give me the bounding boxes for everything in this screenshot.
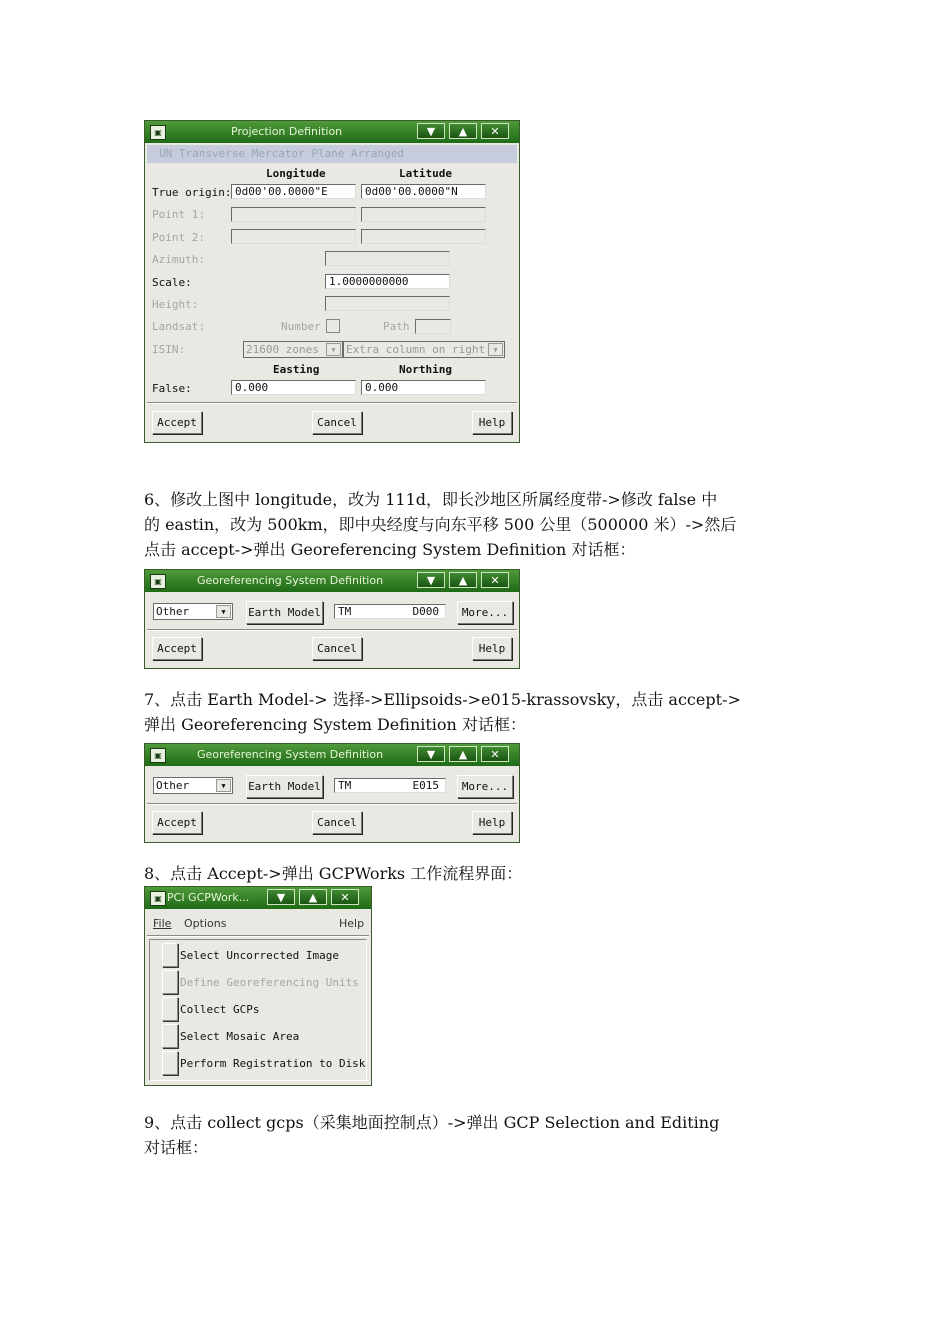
azimuth-field bbox=[325, 251, 450, 266]
ellipsoid-code: D000 bbox=[412, 605, 439, 618]
number-label: Number bbox=[281, 320, 321, 333]
close-icon[interactable]: ✕ bbox=[331, 889, 359, 905]
menu-options[interactable]: Options bbox=[184, 917, 227, 930]
select-mosaic-area-button[interactable] bbox=[162, 1024, 178, 1048]
projection-definition-window bbox=[144, 120, 520, 443]
system-select[interactable] bbox=[153, 777, 233, 794]
minimize-icon[interactable]: ▼ bbox=[267, 889, 295, 905]
help-button[interactable]: Help bbox=[472, 811, 512, 834]
easting-header: Easting bbox=[273, 363, 320, 376]
point2-label: Point 2: bbox=[152, 231, 205, 244]
collect-gcps-button[interactable] bbox=[162, 997, 178, 1021]
longitude-header: Longitude bbox=[266, 167, 326, 180]
chevron-down-icon: ▼ bbox=[326, 343, 341, 356]
close-icon[interactable]: ✕ bbox=[481, 746, 509, 762]
georeferencing-window-2 bbox=[144, 743, 520, 843]
system-select-value: Other bbox=[156, 605, 190, 618]
menu-divider bbox=[147, 935, 369, 937]
chevron-down-icon[interactable]: ▼ bbox=[216, 779, 231, 792]
isin-label: ISIN: bbox=[152, 343, 186, 356]
more-button[interactable]: More... bbox=[457, 775, 513, 798]
window-menu-icon[interactable]: ▣ bbox=[150, 748, 166, 763]
cancel-button[interactable]: Cancel bbox=[312, 637, 362, 660]
window-title: PCI GCPWork... bbox=[167, 891, 250, 904]
step-8-line: 8、点击 Accept->弹出 GCPWorks 工作流程界面： bbox=[144, 864, 523, 883]
step-label: Select Uncorrected Image bbox=[180, 949, 339, 962]
minimize-icon[interactable]: ▼ bbox=[417, 572, 445, 588]
window-menu-icon[interactable]: ▣ bbox=[150, 891, 166, 906]
step-7-line: 弹出 Georeferencing System Definition 对话框： bbox=[144, 715, 526, 734]
cancel-button[interactable]: Cancel bbox=[312, 811, 362, 834]
isin-column-select bbox=[343, 341, 505, 358]
false-northing-field[interactable]: 0.000 bbox=[361, 380, 486, 395]
point1-latitude-field bbox=[361, 207, 486, 222]
gcpworks-window bbox=[144, 886, 372, 1086]
point1-longitude-field bbox=[231, 207, 356, 222]
projection-subtitle-bar bbox=[147, 145, 517, 163]
menu-file[interactable]: File bbox=[153, 917, 172, 930]
georeferencing-window-1 bbox=[144, 569, 520, 669]
window-title: Projection Definition bbox=[231, 125, 343, 138]
step-6-line: 6、修改上图中 longitude，改为 111d，即长沙地区所属经度带->修改 false 中 bbox=[144, 490, 718, 509]
scale-label: Scale: bbox=[152, 276, 192, 289]
step-9-line: 对话框： bbox=[144, 1138, 209, 1157]
title-bar[interactable] bbox=[145, 887, 371, 909]
minimize-icon[interactable]: ▼ bbox=[417, 123, 445, 139]
title-bar[interactable] bbox=[145, 570, 519, 592]
earth-model-button[interactable]: Earth Model bbox=[246, 601, 323, 624]
georef-code-field[interactable] bbox=[334, 604, 446, 619]
path-field bbox=[415, 319, 451, 334]
close-icon[interactable]: ✕ bbox=[481, 572, 509, 588]
help-button[interactable]: Help bbox=[472, 637, 512, 660]
menu-help[interactable]: Help bbox=[339, 917, 365, 930]
window-menu-icon[interactable]: ▣ bbox=[150, 574, 166, 589]
point2-latitude-field bbox=[361, 229, 486, 244]
true-origin-longitude-field[interactable]: 0d00'00.0000"E bbox=[231, 184, 356, 199]
isin-zones-select bbox=[243, 341, 343, 358]
step-6-line: 点击 accept->弹出 Georeferencing System Definition 对话框： bbox=[144, 540, 636, 559]
select-uncorrected-image-button[interactable] bbox=[162, 943, 178, 967]
isin-zones-value: 21600 zones bbox=[246, 343, 319, 356]
system-select[interactable] bbox=[153, 603, 233, 620]
georef-code-field[interactable] bbox=[334, 778, 446, 793]
northing-header: Northing bbox=[399, 363, 452, 376]
false-easting-field[interactable]: 0.000 bbox=[231, 380, 356, 395]
maximize-icon[interactable]: ▲ bbox=[449, 746, 477, 762]
step-label: Collect GCPs bbox=[180, 1003, 260, 1016]
cancel-button[interactable]: Cancel bbox=[312, 411, 362, 434]
chevron-down-icon[interactable]: ▼ bbox=[216, 605, 231, 618]
number-checkbox bbox=[326, 319, 340, 333]
window-menu-icon[interactable]: ▣ bbox=[150, 125, 166, 140]
more-button[interactable]: More... bbox=[457, 601, 513, 624]
window-title: Georeferencing System Definition bbox=[197, 748, 384, 761]
false-label: False: bbox=[152, 382, 192, 395]
true-origin-label: True origin: bbox=[152, 186, 232, 199]
accept-button[interactable]: Accept bbox=[152, 637, 202, 660]
azimuth-label: Azimuth: bbox=[152, 253, 205, 266]
projection-subtitle: UN Transverse Mercator Plane Arranged bbox=[159, 147, 405, 160]
title-bar[interactable] bbox=[145, 121, 519, 143]
ellipsoid-code: E015 bbox=[412, 779, 439, 792]
path-label: Path bbox=[383, 320, 410, 333]
maximize-icon[interactable]: ▲ bbox=[449, 123, 477, 139]
step-8-paragraph bbox=[144, 861, 809, 886]
window-title: Georeferencing System Definition bbox=[197, 574, 384, 587]
accept-button[interactable]: Accept bbox=[152, 811, 202, 834]
step-9-line: 9、点击 collect gcps（采集地面控制点）->弹出 GCP Selection and Editing bbox=[144, 1113, 720, 1132]
step-6-paragraph bbox=[144, 487, 809, 562]
system-select-value: Other bbox=[156, 779, 190, 792]
accept-button[interactable]: Accept bbox=[152, 411, 202, 434]
projection-code: TM bbox=[338, 779, 352, 792]
point1-label: Point 1: bbox=[152, 208, 205, 221]
step-9-paragraph bbox=[144, 1110, 809, 1160]
step-label: Select Mosaic Area bbox=[180, 1030, 300, 1043]
maximize-icon[interactable]: ▲ bbox=[299, 889, 327, 905]
chevron-down-icon: ▼ bbox=[488, 343, 503, 356]
divider bbox=[147, 402, 517, 404]
maximize-icon[interactable]: ▲ bbox=[449, 572, 477, 588]
step-7-paragraph bbox=[144, 687, 809, 737]
step-list bbox=[149, 939, 367, 1081]
height-field bbox=[325, 296, 450, 311]
true-origin-latitude-field[interactable]: 0d00'00.0000"N bbox=[361, 184, 486, 199]
point2-longitude-field bbox=[231, 229, 356, 244]
step-7-line: 7、点击 Earth Model-> 选择->Ellipsoids->e015-krassovsky，点击 accept-> bbox=[144, 690, 741, 709]
help-button[interactable]: Help bbox=[472, 411, 512, 434]
step-label: Perform Registration to Disk bbox=[180, 1057, 366, 1070]
title-bar[interactable] bbox=[145, 744, 519, 766]
scale-field[interactable]: 1.0000000000 bbox=[325, 274, 450, 289]
step-6-line: 的 eastin，改为 500km，即中央经度与向东平移 500 公里（500000 米）->然后 bbox=[144, 515, 737, 534]
projection-code: TM bbox=[338, 605, 352, 618]
earth-model-button[interactable]: Earth Model bbox=[246, 775, 323, 798]
close-icon[interactable]: ✕ bbox=[481, 123, 509, 139]
latitude-header: Latitude bbox=[399, 167, 452, 180]
landsat-label: Landsat: bbox=[152, 320, 205, 333]
isin-column-value: Extra column on right bbox=[346, 343, 486, 356]
define-georeferencing-units-button bbox=[162, 970, 178, 994]
step-label: Define Georeferencing Units bbox=[180, 976, 359, 989]
divider bbox=[147, 803, 517, 805]
divider bbox=[147, 629, 517, 631]
minimize-icon[interactable]: ▼ bbox=[417, 746, 445, 762]
height-label: Height: bbox=[152, 298, 199, 311]
perform-registration-button[interactable] bbox=[162, 1051, 178, 1075]
